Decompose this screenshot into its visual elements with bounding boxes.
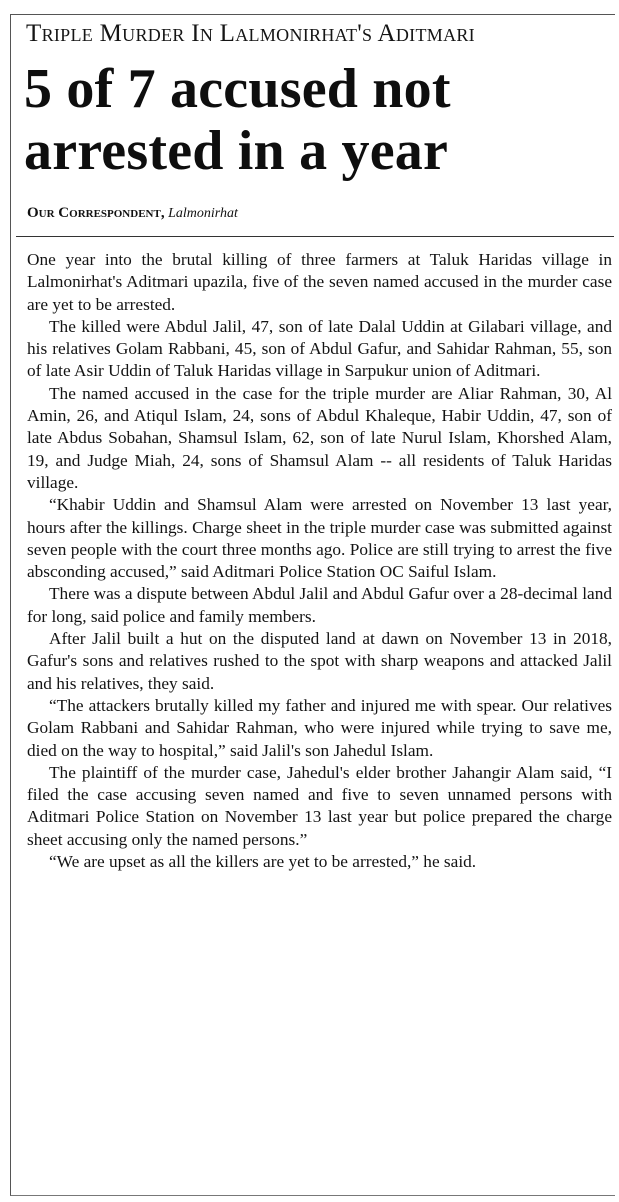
paragraph: “The attackers brutally killed my father and injured me with spear. Our relatives Golam Rabbani and Sahidar Rahman, who were injured while trying to save me, died on the way to hospital,” said Jalil's son Jahedul Islam. bbox=[27, 695, 612, 760]
article-body bbox=[27, 249, 612, 873]
paragraph: “We are upset as all the killers are yet to be arrested,” he said. bbox=[49, 852, 477, 872]
paragraph: The killed were Abdul Jalil, 47, son of late Dalal Uddin at Gilabari village, and his relatives Golam Rabbani, 45, son of Abdul Gafur, and Sahidar Rahman, 55, son of late Asir Uddin of Taluk Haridas village in Sarpukur union of Aditmari. bbox=[27, 316, 612, 381]
byline-divider bbox=[16, 236, 614, 237]
paragraph: There was a dispute between Abdul Jalil and Abdul Gafur over a 28-decimal land for long, said police and family members. bbox=[27, 584, 612, 626]
byline-author: Our Correspondent, bbox=[27, 205, 165, 221]
paragraph: One year into the brutal killing of three farmers at Taluk Haridas village in Lalmonirhat's Aditmari upazila, five of the seven named accused in the murder case are yet to be arrested. bbox=[27, 250, 612, 314]
article-headline: 5 of 7 accused not arrested in a year bbox=[24, 58, 451, 182]
paragraph: After Jalil built a hut on the disputed land at dawn on November 13 in 2018, Gafur's sons and relatives rushed to the spot with sharp weapons and attacked Jalil and his relatives, they said. bbox=[27, 629, 612, 693]
article-byline bbox=[27, 205, 238, 222]
article-kicker: Triple Murder In Lalmonirhat's Aditmari bbox=[26, 20, 475, 47]
paragraph: The named accused in the case for the triple murder are Aliar Rahman, 30, Al Amin, 26, and Atiqul Islam, 24, sons of Abdul Khaleque, Habir Uddin, 47, son of late Abdus Sobahan, Shamsul Islam, 62, son of late Nurul Islam, Khorshed Alam, 19, and Judge Miah, 24, sons of Shamsul Alam -- all residents of Taluk Haridas village. bbox=[27, 383, 612, 492]
paragraph: “Khabir Uddin and Shamsul Alam were arrested on November 13 last year, hours after the killings. Charge sheet in the triple murder case was submitted against seven people with the court three months ago. Police are still trying to arrest the five absconding accused,” said Aditmari Police Station OC Saiful Islam. bbox=[27, 495, 612, 582]
paragraph: The plaintiff of the murder case, Jahedul's elder brother Jahangir Alam said, “I filed the case accusing seven named and five to seven unnamed persons with Aditmari Police Station on November 13 last year but police prepared the charge sheet accusing only the named persons.” bbox=[27, 762, 612, 849]
byline-location: Lalmonirhat bbox=[168, 206, 238, 221]
